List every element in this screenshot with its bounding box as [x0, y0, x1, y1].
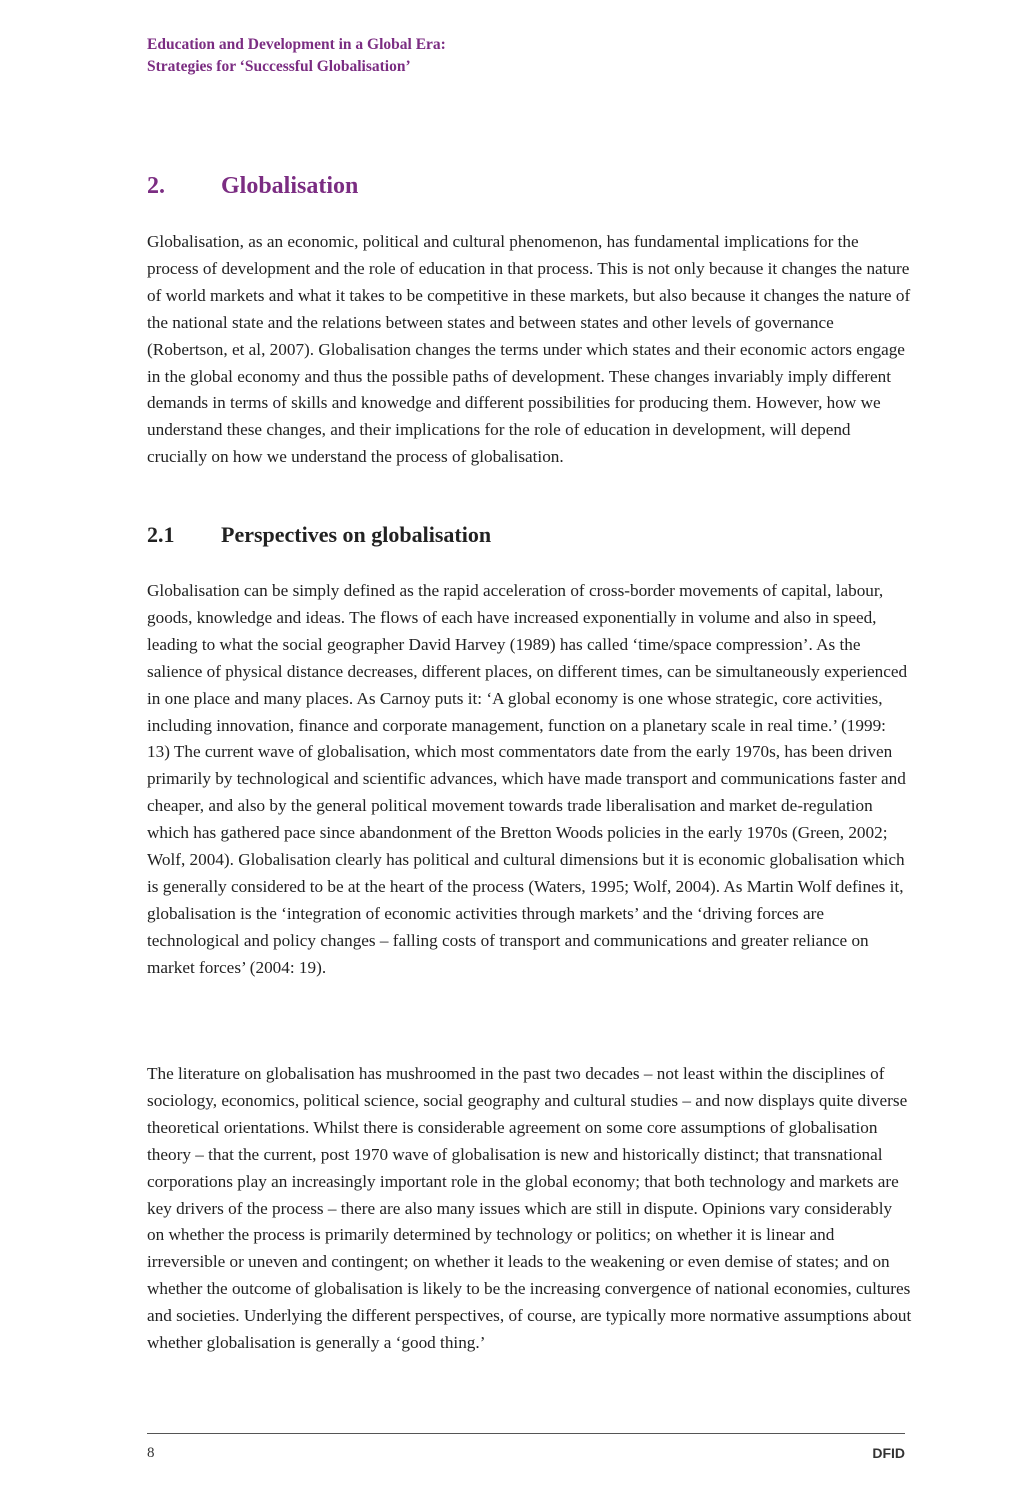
footer-divider [147, 1433, 905, 1434]
section-title: Globalisation [221, 173, 359, 199]
page-number: 8 [147, 1445, 155, 1461]
subsection-heading [147, 520, 491, 550]
perspectives-paragraph-1: Globalisation can be simply defined as the rapid acceleration of cross-border movements of capital, labour, goods, knowledge and ideas. The flows of each have increased exponentially in volume and also in speed, leading to what the social geographer David Harvey (1989) has called ‘time/space compression’. As the salience of physical distance decreases, different places, on different times, can be simultaneously experienced in one place and many places. As Carnoy puts it: ‘A global economy is one whose strategic, core activities, including innovation, finance and corporate management, function on a planetary scale in real time.’ (1999: 13) The current wave of globalisation, which most commentators date from the early 1970s, has been driven primarily by technological and scientific advances, which have made transport and communications faster and cheaper, and also by the general political movement towards trade liberalisation and market de-regulation which has gathered pace since abandonment of the Bretton Woods policies in the early 1970s (Green, 2002; Wolf, 2004). Globalisation clearly has political and cultural dimensions but it is economic globalisation which is generally considered to be at the heart of the process (Waters, 1995; Wolf, 2004). As Martin Wolf defines it, globalisation is the ‘integration of economic activities through markets’ and the ‘driving forces are technological and policy changes – falling costs of transport and communications and greater reliance on market forces’ (2004: 19). [147, 581, 908, 977]
subsection-title: Perspectives on globalisation [221, 522, 492, 547]
footer-organisation: DFID [872, 1445, 905, 1461]
running-header-line-2: Strategies for ‘Successful Globalisation’ [147, 58, 411, 75]
subsection-number: 2.1 [147, 522, 175, 547]
perspectives-paragraph-2: The literature on globalisation has mushroomed in the past two decades – not least within the disciplines of sociology, economics, political science, social geography and cultural studies – and now displays quite diverse theoretical orientations. Whilst there is considerable agreement on some core assumptions of globalisation theory – that the current, post 1970 wave of globalisation is new and historically distinct; that transnational corporations play an increasingly important role in the global economy; that both technology and markets are key drivers of the process – there are also many issues which are still in dispute. Opinions vary considerably on whether the process is primarily determined by technology or politics; on whether it is linear and irreversible or uneven and contingent; on whether it leads to the weakening or even demise of states; and on whether the outcome of globalisation is likely to be the increasing convergence of national economies, cultures and societies. Underlying the different perspectives, of course, are typically more normative assumptions about whether globalisation is generally a ‘good thing.’ [147, 1064, 912, 1353]
running-header-line-1: Education and Development in a Global Era: [147, 36, 446, 53]
running-header [147, 34, 847, 78]
intro-paragraph: Globalisation, as an economic, political and cultural phenomenon, has fundamental implications for the process of development and the role of education in that process. This is not only because it changes the nature of world markets and what it takes to be competitive in these markets, but also because it changes the nature of the national state and the relations between states and between states and other levels of governance (Robertson, et al, 2007). Globalisation changes the terms under which states and their economic actors engage in the global economy and thus the possible paths of development. These changes invariably imply different demands in terms of skills and knowedge and different possibilities for producing them. However, how we understand these changes, and their implications for the role of education in development, will depend crucially on how we understand the process of globalisation. [147, 232, 911, 467]
section-heading [147, 170, 358, 202]
section-number: 2. [147, 173, 165, 199]
